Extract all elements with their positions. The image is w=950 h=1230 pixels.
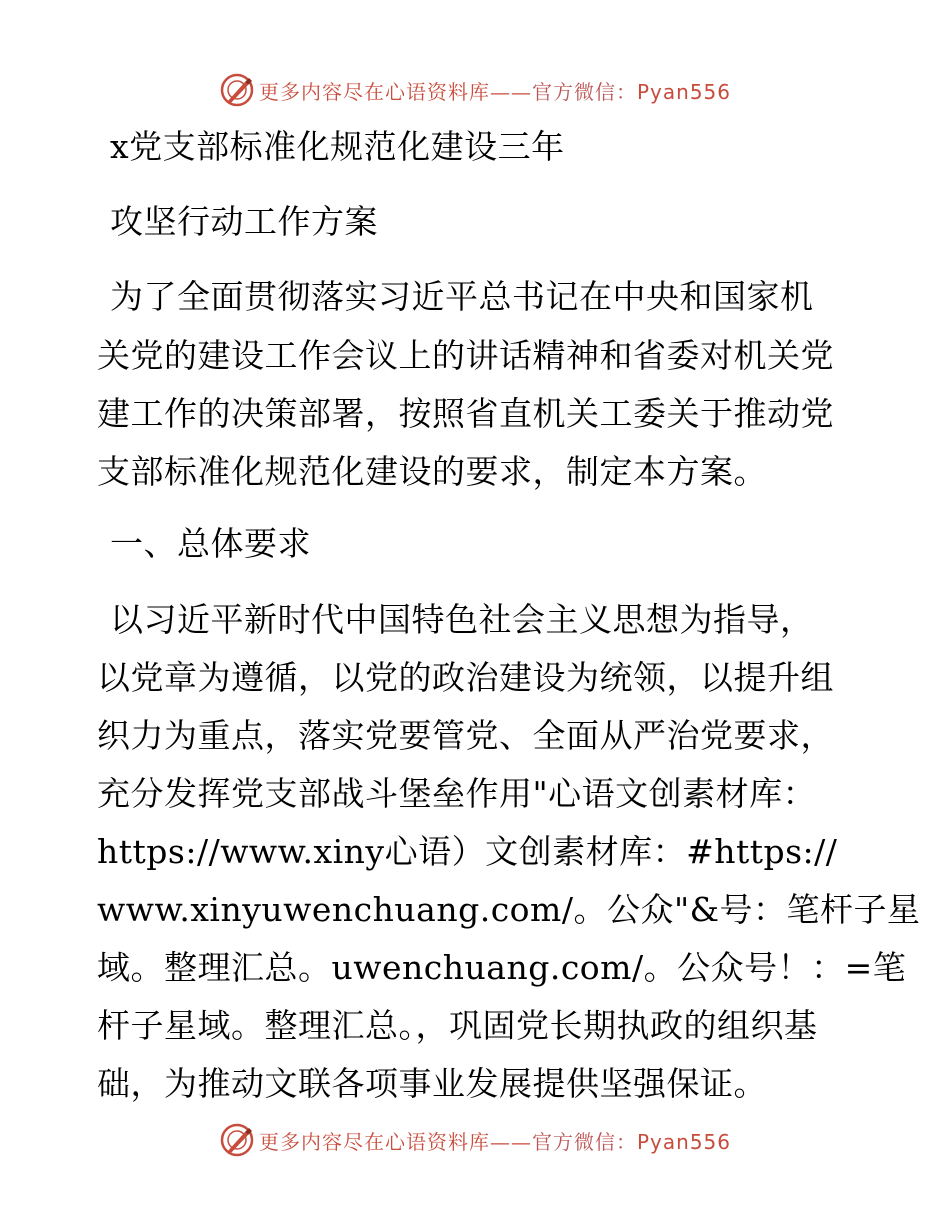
body-line: 础，为推动文联各项事业发展提供坚强保证。 [97,1064,767,1103]
watermark-text: 更多内容尽在心语资料库——官方微信：Pyan556 [258,79,731,104]
pen-logo-icon [219,1122,255,1158]
body-line: 以习近平新时代中国特色社会主义思想为指导， [110,600,814,639]
intro-line: 为了全面贯彻落实习近平总书记在中央和国家机 [110,277,814,316]
body-line: 域。整理汇总。uwenchuang.com/。公众号！：=笔 [97,948,907,987]
body-line: 充分发挥党支部战斗堡垒作用"心语文创素材库： [97,774,817,813]
section-heading: 一、总体要求 [110,524,311,563]
intro-line: 建工作的决策部署，按照省直机关工委关于推动党 [97,394,834,433]
pen-logo-icon [219,72,255,108]
body-line: 以党章为遵循，以党的政治建设为统领，以提升组 [97,658,834,697]
doc-title-line2: 攻坚行动工作方案 [110,202,378,241]
body-line: 杆子星域。整理汇总。，巩固党长期执政的组织基 [97,1006,818,1045]
body-line: https://www.xiny心语）文创素材库：#https:// [97,832,838,871]
body-line: www.xinyuwenchuang.com/。公众"&号：笔杆子星 [97,890,921,929]
watermark-text: 更多内容尽在心语资料库——官方微信：Pyan556 [258,1129,731,1154]
footer-watermark [0,1120,950,1160]
intro-line: 支部标准化规范化建设的要求，制定本方案。 [97,452,767,491]
intro-line: 关党的建设工作会议上的讲话精神和省委对机关党 [97,336,834,375]
doc-title-line1: x党支部标准化规范化建设三年 [110,127,565,166]
header-watermark [0,70,950,110]
body-line: 织力为重点，落实党要管党、全面从严治党要求， [97,716,834,755]
